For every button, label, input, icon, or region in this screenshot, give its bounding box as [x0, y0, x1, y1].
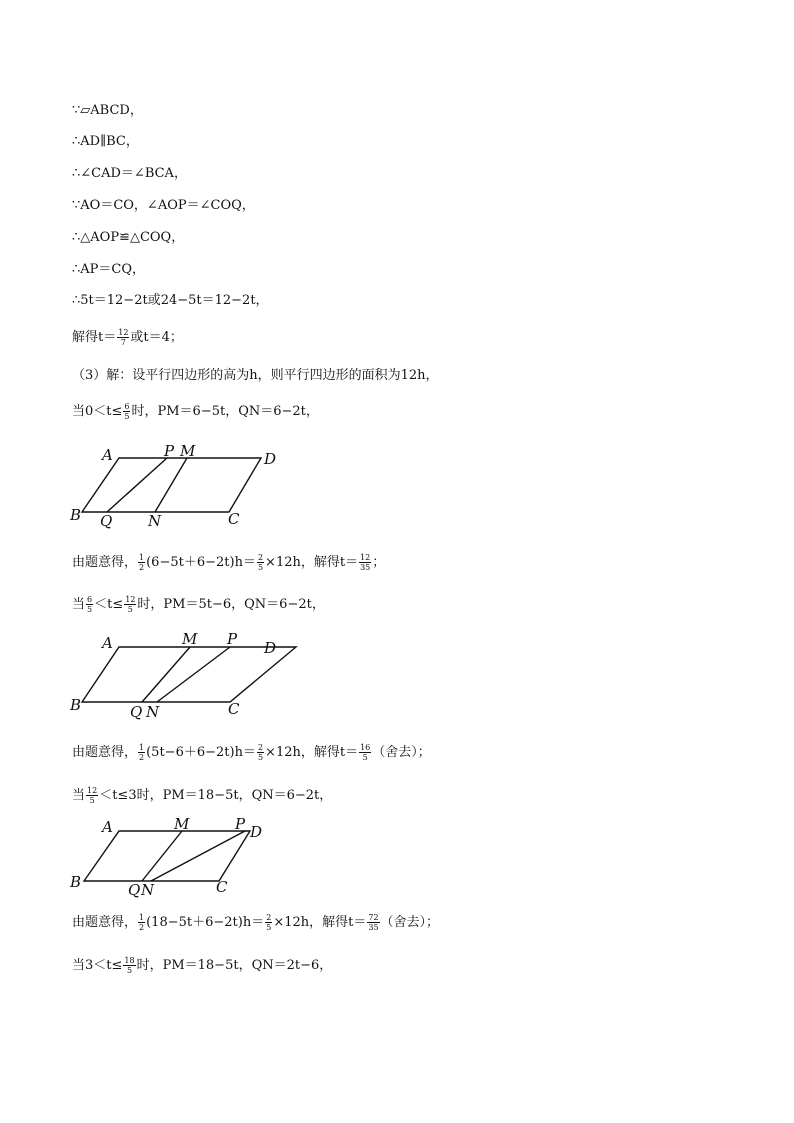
- fraction-num: 72: [368, 913, 379, 922]
- fraction: [123, 956, 135, 975]
- eq2-mid: (5t−6＋6−2t)h＝: [146, 745, 256, 760]
- fraction-num: 16: [360, 743, 371, 752]
- label-B: B: [70, 506, 82, 524]
- solve-line-1: [72, 328, 183, 347]
- fraction-num: 12: [125, 595, 136, 604]
- label-P: P: [164, 442, 175, 460]
- fraction: [359, 553, 371, 572]
- fraction-den: 5: [127, 605, 133, 614]
- segment-PQ: [107, 458, 167, 512]
- label-B: B: [70, 873, 82, 891]
- fraction-num: 12: [360, 553, 371, 562]
- segment-MQ: [142, 831, 182, 881]
- label-A: A: [102, 818, 113, 836]
- label-Q: Q: [100, 512, 113, 530]
- eq1-mid2: ×12h，解得t＝: [265, 555, 359, 570]
- parallelogram-figure-3: [64, 815, 304, 900]
- parallelogram-outline: [84, 831, 250, 881]
- fraction-den: 5: [89, 796, 95, 805]
- fraction-den: 2: [139, 753, 145, 762]
- label-M: M: [182, 630, 198, 648]
- label-D: D: [250, 823, 263, 841]
- case1-post: 时，PM＝6−5t，QN＝6−2t，: [131, 404, 319, 419]
- fraction-den: 35: [360, 563, 371, 572]
- eq1-post: ；: [372, 555, 386, 570]
- fraction-den: 35: [368, 923, 379, 932]
- eq1-line: [72, 553, 385, 572]
- case2-post: 时，PM＝5t−6，QN＝6−2t，: [137, 597, 325, 612]
- label-Q: Q: [130, 703, 143, 721]
- label-N: N: [148, 512, 162, 530]
- segment-PN: [157, 647, 230, 702]
- proof-line-6: ∴AP＝CQ，: [72, 262, 146, 277]
- case2-mid: ＜t≤: [94, 597, 124, 612]
- fraction-den: 5: [126, 966, 133, 975]
- fraction-den: 2: [139, 923, 145, 932]
- case4-pre: 当3＜t≤: [72, 958, 123, 973]
- eq1-pre: 由题意得，: [72, 555, 138, 570]
- fraction: [257, 743, 264, 762]
- label-P: P: [235, 815, 246, 833]
- fraction-num: 2: [266, 913, 272, 922]
- fraction: [367, 913, 379, 932]
- label-P: P: [227, 630, 238, 648]
- proof-line-7: ∴5t＝12−2t或24−5t＝12−2t，: [72, 293, 269, 308]
- label-C: C: [216, 878, 228, 896]
- fraction-num: 1: [139, 553, 145, 562]
- fraction-den: 5: [266, 923, 272, 932]
- fraction: [117, 328, 129, 347]
- label-D: D: [264, 450, 277, 468]
- parallelogram-figure-1: [64, 440, 304, 530]
- fraction-num: 12: [87, 786, 98, 795]
- eq3-pre: 由题意得，: [72, 915, 138, 930]
- case1-line: [72, 402, 319, 421]
- label-A: A: [102, 634, 113, 652]
- fraction-num: 6: [87, 595, 93, 604]
- fraction-den: 5: [124, 412, 130, 421]
- fraction: [359, 743, 371, 762]
- fraction-num: 12: [118, 328, 129, 337]
- eq2-line: [72, 743, 431, 762]
- case3-post: ＜t≤3时，PM＝18−5t，QN＝6−2t，: [99, 788, 333, 803]
- fraction: [265, 913, 272, 932]
- proof-line-4: ∵AO＝CO，∠AOP＝∠COQ，: [72, 198, 255, 213]
- solve1-pre: 解得t＝: [72, 330, 117, 345]
- case3-pre: 当: [72, 788, 86, 803]
- fraction: [123, 402, 130, 421]
- proof-line-3: ∴∠CAD＝∠BCA，: [72, 166, 187, 181]
- eq3-mid: (18−5t＋6−2t)h＝: [146, 915, 265, 930]
- eq3-post: （舍去）；: [380, 915, 440, 930]
- label-N: N: [141, 881, 155, 899]
- label-D: D: [264, 639, 277, 657]
- label-M: M: [174, 815, 190, 833]
- fraction-den: 5: [87, 605, 93, 614]
- fraction-den: 5: [257, 563, 264, 572]
- fraction-num: 18: [124, 956, 135, 965]
- segment-MN: [155, 458, 187, 512]
- fraction-num: 6: [124, 402, 130, 411]
- fraction: [86, 595, 93, 614]
- segment-MQ: [142, 647, 190, 702]
- label-C: C: [228, 700, 240, 718]
- fraction: [138, 553, 145, 572]
- fraction-num: 2: [257, 743, 264, 752]
- eq1-mid: (6−5t＋6−2t)h＝: [146, 555, 256, 570]
- solve1-mid: 或t＝4；: [130, 330, 183, 345]
- proof-line-2: ∴AD∥BC，: [72, 134, 139, 149]
- fraction-num: 1: [139, 743, 145, 752]
- fraction-num: 2: [257, 553, 264, 562]
- label-M: M: [180, 442, 196, 460]
- case2-pre: 当: [72, 597, 86, 612]
- label-A: A: [102, 446, 113, 464]
- case1-pre: 当0＜t≤: [72, 404, 123, 419]
- eq2-mid2: ×12h，解得t＝: [265, 745, 359, 760]
- proof-line-1: ∵▱ABCD，: [72, 103, 143, 118]
- eq3-mid2: ×12h，解得t＝: [273, 915, 367, 930]
- fraction-num: 1: [139, 913, 145, 922]
- part3-heading: （3）解：设平行四边形的高为h，则平行四边形的面积为12h，: [72, 368, 439, 383]
- label-B: B: [70, 696, 82, 714]
- fraction-den: 5: [257, 753, 264, 762]
- fraction-den: 5: [362, 753, 368, 762]
- eq2-post: （舍去）；: [372, 745, 431, 760]
- parallelogram-figure-2: [64, 628, 304, 723]
- fraction-den: 2: [139, 563, 145, 572]
- fraction: [138, 913, 145, 932]
- fraction: [86, 786, 98, 805]
- label-N: N: [146, 703, 160, 721]
- case4-post: 时，PM＝18−5t，QN＝2t−6，: [136, 958, 333, 973]
- label-C: C: [228, 510, 240, 528]
- eq3-line: [72, 913, 439, 932]
- fraction: [138, 743, 145, 762]
- fraction-den: 7: [120, 338, 126, 347]
- fraction: [124, 595, 136, 614]
- case4-line: [72, 956, 332, 975]
- segment-PN: [151, 831, 245, 881]
- proof-line-5: ∴△AOP≌△COQ，: [72, 230, 185, 245]
- eq2-pre: 由题意得，: [72, 745, 138, 760]
- fraction: [257, 553, 264, 572]
- case3-line: [72, 786, 332, 805]
- label-Q: Q: [128, 881, 141, 899]
- case2-line: [72, 595, 325, 614]
